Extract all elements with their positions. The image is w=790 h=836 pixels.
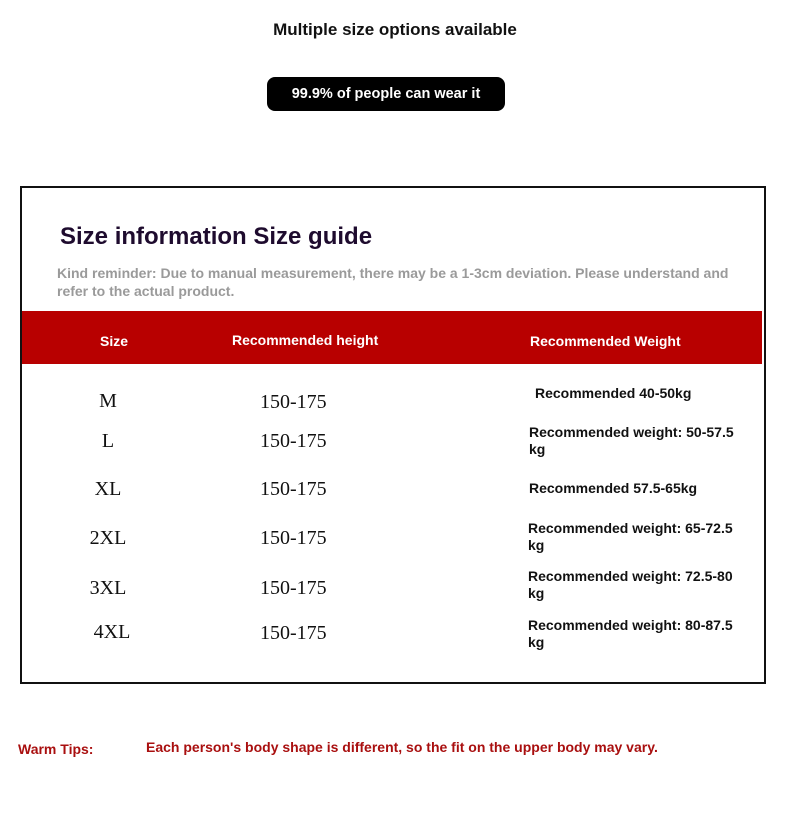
header-size: Size <box>100 333 129 349</box>
size-cell: 3XL <box>89 577 127 599</box>
height-cell: 150-175 <box>260 577 327 599</box>
height-cell: 150-175 <box>260 478 327 500</box>
weight-cell: Recommended weight: 65-72.5 kg <box>528 520 733 553</box>
size-cell: M <box>99 390 117 412</box>
size-cell: 2XL <box>89 527 127 549</box>
warm-tips-label: Warm Tips: <box>18 741 94 757</box>
fit-badge: 99.9% of people can wear it <box>267 77 505 111</box>
measurement-reminder: Kind reminder: Due to manual measurement, there may be a 1-3cm deviation. Please understand and refer to the actual product. <box>57 265 729 299</box>
weight-cell: Recommended 57.5-65kg <box>529 480 698 496</box>
weight-cell: Recommended weight: 72.5-80 kg <box>528 568 733 601</box>
warm-tips-text: Each person's body shape is different, so the fit on the upper body may vary. <box>146 739 658 755</box>
weight-cell: Recommended weight: 80-87.5 kg <box>528 617 733 650</box>
size-cell: XL <box>94 478 122 500</box>
height-cell: 150-175 <box>260 430 327 452</box>
height-cell: 150-175 <box>260 622 327 644</box>
banner-title: Multiple size options available <box>273 20 517 39</box>
header-weight: Recommended Weight <box>530 333 681 349</box>
guide-title: Size information Size guide <box>60 223 373 250</box>
header-height: Recommended height <box>232 332 379 348</box>
size-cell: L <box>101 430 115 452</box>
height-cell: 150-175 <box>260 527 327 549</box>
weight-cell: Recommended weight: 50-57.5 kg <box>529 424 734 457</box>
size-cell: 4XL <box>93 621 131 643</box>
weight-cell: Recommended 40-50kg <box>535 385 692 401</box>
table-header <box>22 311 762 364</box>
height-cell: 150-175 <box>260 391 327 413</box>
